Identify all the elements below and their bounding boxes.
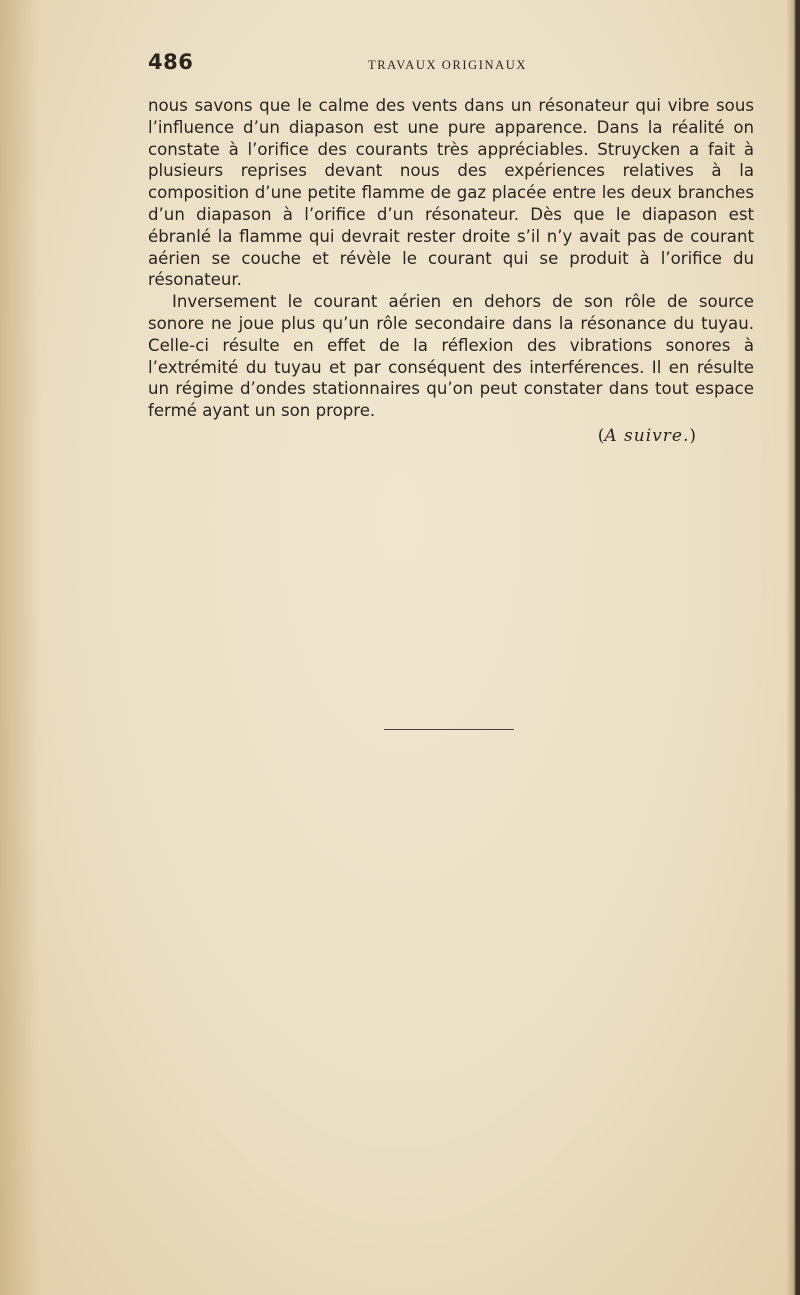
paragraph: Inversement le courant aérien en dehors de son rôle de source sonore ne joue plus qu’un rôle secondaire dans la résonance du tuyau. Celle-ci résulte en effet de la réflexion des vibrations sonores à l’extrémité du tuyau et par conséquent des interférences. Il en résulte un régime d’ondes stationnaires qu’on peut constater dans tout espace fermé ayant un son propre. [148, 292, 754, 421]
page-edge-shadow-right [786, 0, 800, 1295]
page-header [148, 50, 754, 78]
running-head: TRAVAUX ORIGINAUX [368, 58, 528, 72]
body-text [148, 95, 754, 422]
section-divider-rule [384, 729, 514, 730]
page-number: 486 [148, 50, 194, 74]
paragraph: nous savons que le calme des vents dans un résonateur qui vibre sous l’influence d’un diapason est une pure apparence. Dans la réalité on constate à l’orifice des courants très appréciables. Struycken a fait à plusieurs reprises devant nous des expériences relatives à la composition d’une petite flamme de gaz placée entre les deux branches d’un diapason à l’orifice d’un résonateur. Dès que le diapason est ébranlé la flamme qui devrait rester droite s’il n’y avait pas de courant aérien se couche et révèle le courant qui se produit à l’orifice du résonateur. [148, 96, 754, 290]
continuation-label: A suivre. [604, 426, 690, 446]
paren-open: ( [597, 426, 605, 446]
page-edge-shadow-left [0, 0, 40, 1295]
paren-close: ) [689, 426, 696, 446]
continuation-note [598, 426, 696, 446]
